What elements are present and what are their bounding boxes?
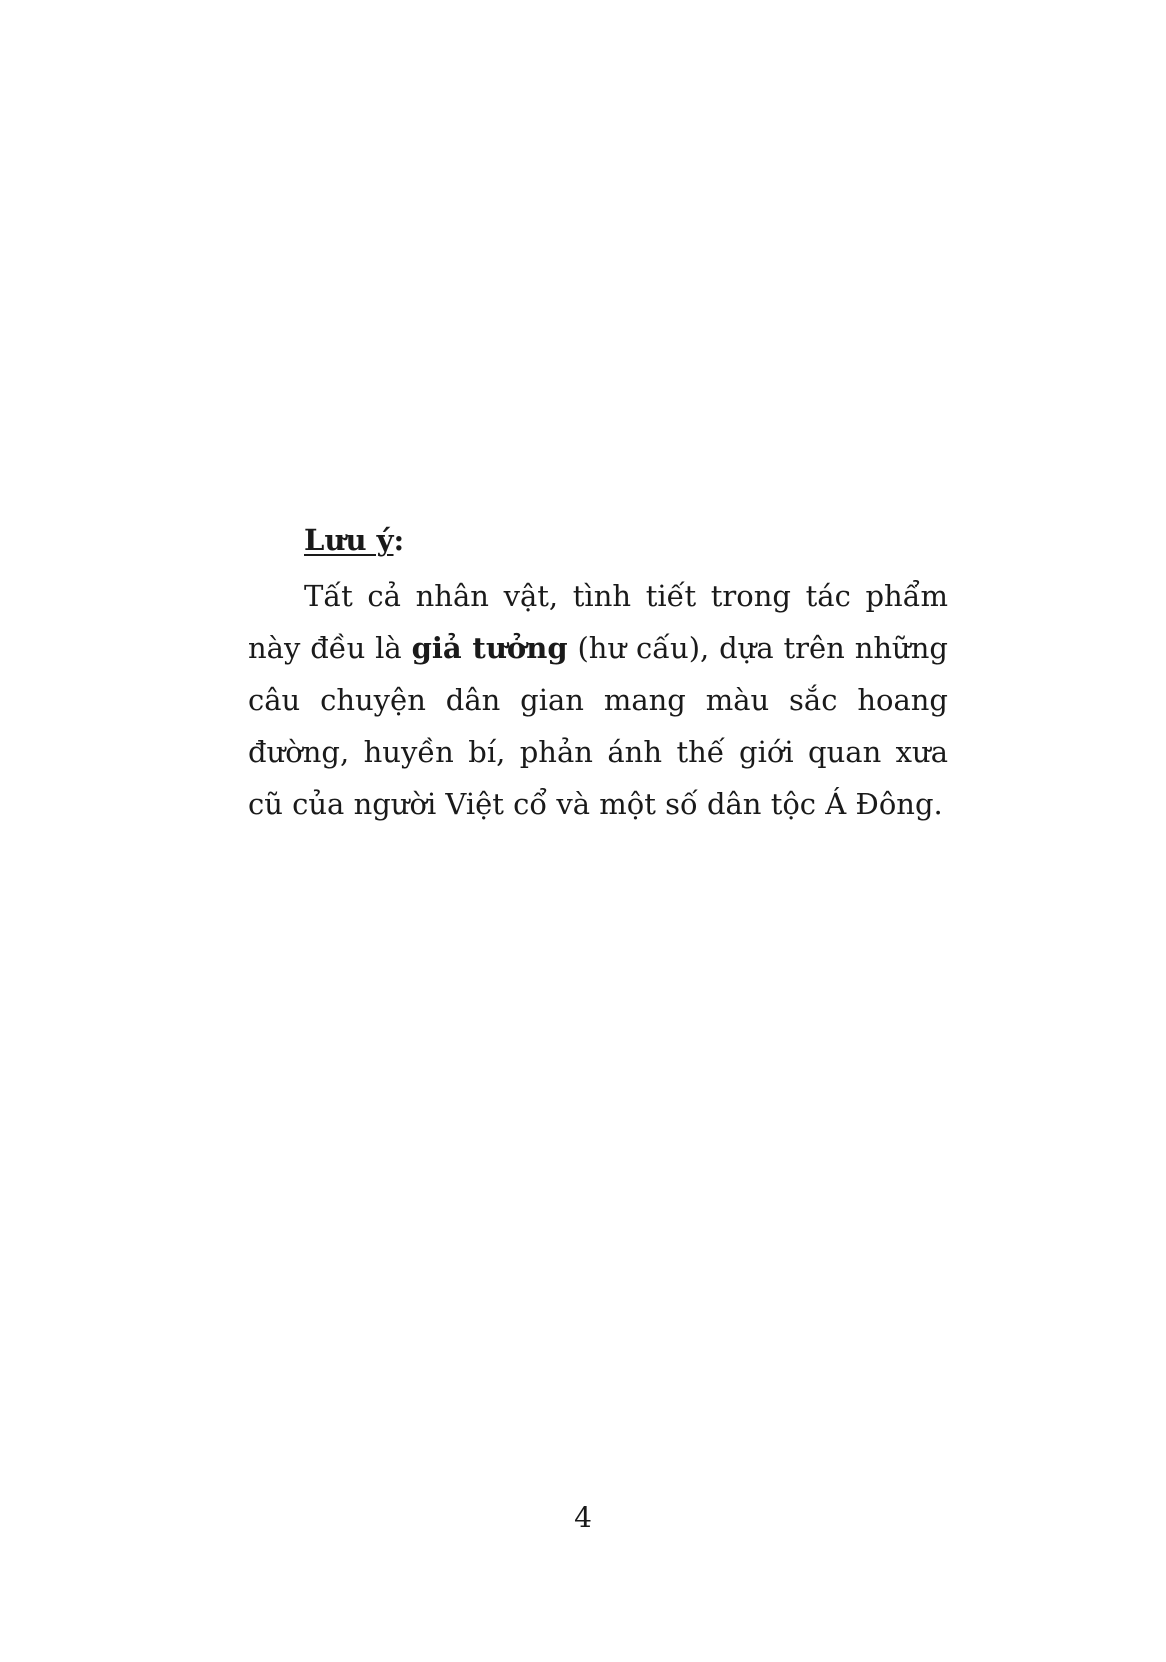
note-heading	[304, 520, 948, 560]
note-heading-colon: :	[393, 523, 405, 557]
note-body	[248, 570, 948, 830]
note-heading-label: Lưu ý	[304, 523, 394, 557]
note-body-text-start: Tất cả nhân vật, tình tiết trong tác phẩm này đều là	[248, 579, 948, 665]
page-number: 4	[574, 1501, 592, 1534]
note-body-text-end: (hư cấu), dựa trên những câu chuyện dân gian mang màu sắc hoang đường, huyền bí, phản ánh thế giới quan xưa cũ của người Việt cổ và một số dân tộc Á Đông.	[248, 631, 948, 821]
note-section	[248, 520, 948, 830]
note-body-emphasis: giả tưởng	[411, 631, 568, 665]
